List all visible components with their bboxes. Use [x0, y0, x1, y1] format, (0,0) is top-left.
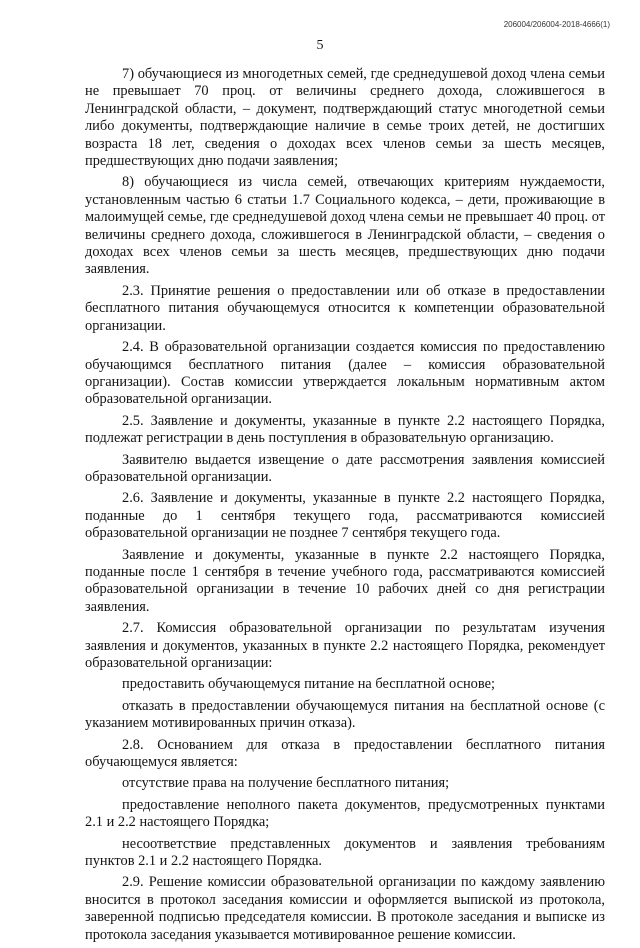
paragraph-2-3: 2.3. Принятие решения о предоставлении или об отказе в предоставлении бесплатного питания обучающемуся относится к компетенции образовательной организации.: [85, 282, 605, 334]
paragraph-2-5: 2.5. Заявление и документы, указанные в пункте 2.2 настоящего Порядка, подлежат регистрации в день поступления в образовательную организацию.: [85, 412, 605, 447]
page-number: 5: [316, 38, 324, 53]
paragraph-after-sept: Заявление и документы, указанные в пункте 2.2 настоящего Порядка, поданные после 1 сентября в течение учебного года, рассматриваются комиссией образовательной организации в течение 10 рабочих дней со дня регистрации заявления.: [85, 546, 605, 615]
paragraph-2-6: 2.6. Заявление и документы, указанные в пункте 2.2 настоящего Порядка, поданные до 1 сентября текущего года, рассматриваются комиссией образовательной организации не позднее 7 сентября текущего года.: [85, 490, 605, 542]
paragraph-item-7: 7) обучающиеся из многодетных семей, где среднедушевой доход члена семьи не превышает 70 проц. от величины среднего дохода, сложившегося в Ленинградской области, – документ, подтверждающий статус многодетной семьи либо документы, подтверждающие наличие в семье троих детей, не достигших возраста 18 лет, сведения о доходах всех членов семьи за шесть месяцев, предшествующих дню подачи заявления;: [85, 66, 605, 170]
paragraph-2-7: 2.7. Комиссия образовательной организации по результатам изучения заявления и документов, указанных в пункте 2.2 настоящего Порядка, рекомендует образовательной организации:: [85, 620, 605, 671]
document-body: [85, 66, 605, 948]
paragraph-2-8: 2.8. Основанием для отказа в предоставлении бесплатного питания обучающемуся является:: [85, 736, 605, 771]
paragraph-2-9: 2.9. Решение комиссии образовательной организации по каждому заявлению вносится в протокол заседания комиссии и оформляется выпиской из протокола, заверенной подписью председателя комиссии. В протоколе заседания и выписке из протокола заседания указывается мотивированное решение комиссии.: [85, 874, 605, 943]
document-id: 206004/206004-2018-4666(1): [503, 20, 610, 29]
paragraph-notice: Заявителю выдается извещение о дате рассмотрения заявления комиссией образовательной организации.: [85, 451, 605, 485]
paragraph-refuse: отказать в предоставлении обучающемуся питания на бесплатной основе (с указанием мотивированных причин отказа).: [85, 697, 605, 732]
paragraph-grant: предоставить обучающемуся питание на бесплатной основе;: [122, 676, 495, 693]
paragraph-incomplete: предоставление неполного пакета документов, предусмотренных пунктами 2.1 и 2.2 настоящего Порядка;: [85, 796, 605, 831]
paragraph-item-8: 8) обучающиеся из числа семей, отвечающих критериям нуждаемости, установленным частью 6 статьи 1.7 Социального кодекса, – дети, проживающие в малоимущей семье, где среднедушевой доход члена семьи не превышает 40 проц. от величины среднего дохода, сложившегося в Ленинградской области, – сведения о доходах всех членов семьи за шесть месяцев, предшествующих дню подачи заявления.: [85, 174, 605, 278]
paragraph-mismatch: несоответствие представленных документов и заявления требованиям пунктов 2.1 и 2.2 настоящего Порядка.: [85, 835, 605, 870]
paragraph-no-right: отсутствие права на получение бесплатного питания;: [122, 775, 450, 792]
paragraph-2-4: 2.4. В образовательной организации создается комиссия по предоставлению обучающимся бесплатного питания (далее – комиссия образовательной организации). Состав комиссии утверждается локальным нормативным актом образовательной организации.: [85, 339, 605, 408]
